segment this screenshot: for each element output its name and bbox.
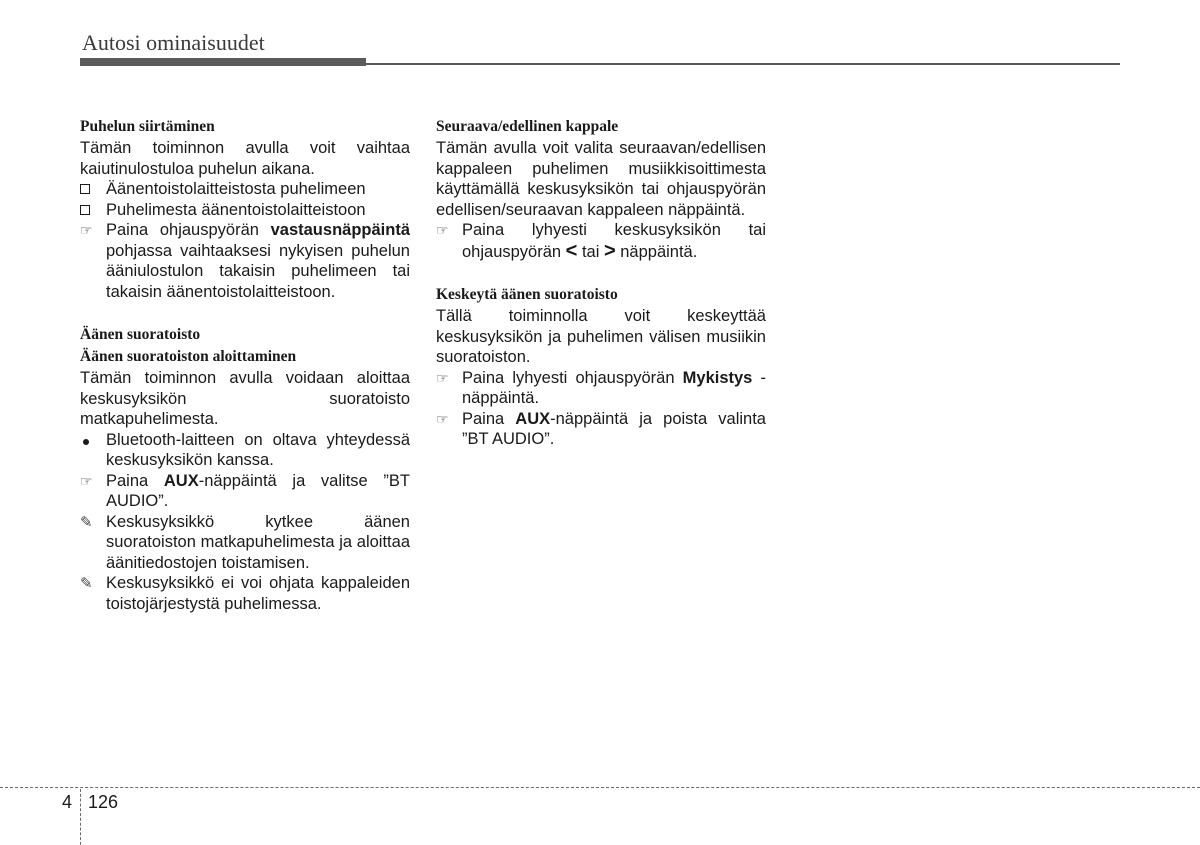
list-item bbox=[80, 200, 410, 221]
instruction-step bbox=[436, 409, 766, 450]
pointing-hand-icon: ☞ bbox=[436, 369, 449, 386]
step-key-name: vastausnäppäintä bbox=[270, 221, 410, 239]
pencil-note-icon: ✎ bbox=[80, 513, 93, 531]
list-item-text: Bluetooth-laitteen on oltava yhteydessä keskusyksikön kanssa. bbox=[106, 430, 410, 469]
instruction-step bbox=[80, 471, 410, 512]
header-bar bbox=[80, 58, 366, 66]
section-heading-pause-streaming: Keskeytä äänen suoratoisto bbox=[436, 286, 618, 303]
step-text: Paina lyhyesti ohjauspyörän bbox=[462, 368, 683, 387]
footer-divider bbox=[80, 789, 81, 845]
square-checkbox-icon bbox=[80, 184, 90, 194]
step-key-name: Mykistys bbox=[682, 368, 753, 387]
note-text: Keskusyksikkö kytkee äänen suoratoiston matkapuhelimesta ja aloittaa äänitiedostojen toistamisen. bbox=[106, 512, 410, 572]
step-text: -näppäintä ja poista valinta ”BT AUDIO”. bbox=[462, 409, 766, 448]
paragraph: Tämän toiminnon avulla voit vaihtaa kaiutinulostuloa puhelun aikana. bbox=[80, 139, 410, 178]
step-text: tai bbox=[577, 242, 604, 261]
header-title: Autosi ominaisuudet bbox=[82, 30, 265, 55]
instruction-step bbox=[436, 220, 766, 262]
list-item-text: Puhelimesta äänentoistolaitteistoon bbox=[106, 200, 366, 219]
list-item-text: Äänentoistolaitteistosta puhelimeen bbox=[106, 180, 366, 198]
note-text: Keskusyksikkö ei voi ohjata kappaleiden toistojärjestystä puhelimessa. bbox=[106, 574, 410, 613]
step-text: Paina lyhyesti keskusyksikön tai ohjauspyörän bbox=[462, 221, 766, 261]
chapter-number: 4 bbox=[62, 792, 73, 812]
section-heading-next-prev-track: Seuraava/edellinen kappale bbox=[436, 118, 619, 135]
step-text: Paina bbox=[106, 471, 164, 490]
step-text: pohjassa vaihtaaksesi nykyisen puhelun ääniulostulon takaisin puhelimeen tai takaisin äänentoistolaitteistoon. bbox=[106, 241, 410, 301]
section-heading-call-transfer: Puhelun siirtäminen bbox=[80, 118, 215, 135]
step-text: -näppäintä. bbox=[462, 368, 766, 407]
note-item bbox=[80, 512, 410, 574]
step-text: näppäintä. bbox=[615, 242, 698, 261]
paragraph: Tämän avulla voit valita seuraavan/edellisen kappaleen puhelimen musiikkisoittimesta käyttämällä keskusyksikön tai ohjauspyörän edellisen/seuraavan kappaleen näppäintä. bbox=[436, 139, 766, 219]
step-key-name: AUX bbox=[163, 471, 199, 490]
list-item bbox=[80, 179, 410, 200]
footer-rule bbox=[0, 787, 1200, 788]
step-text: Paina bbox=[462, 409, 516, 428]
subheading-start-streaming: Äänen suoratoiston aloittaminen bbox=[80, 348, 297, 365]
page-number: 126 bbox=[88, 792, 119, 812]
paragraph: Tämän toiminnon avulla voidaan aloittaa keskusyksikön suoratoisto matkapuhelimesta. bbox=[80, 369, 410, 428]
pointing-hand-icon: ☞ bbox=[80, 222, 93, 238]
pointing-hand-icon: ☞ bbox=[436, 410, 449, 427]
bullet-icon bbox=[83, 439, 89, 445]
step-text: -näppäintä ja valitse ”BT AUDIO”. bbox=[106, 471, 410, 510]
left-column bbox=[80, 116, 410, 614]
right-column bbox=[436, 116, 766, 450]
step-text: Paina ohjauspyörän bbox=[106, 221, 271, 239]
list-item bbox=[80, 430, 410, 471]
chevron-left-icon: < bbox=[565, 239, 578, 262]
step-key-name: AUX bbox=[515, 409, 551, 428]
chevron-right-icon: > bbox=[603, 239, 616, 262]
pointing-hand-icon: ☞ bbox=[80, 472, 93, 489]
square-checkbox-icon bbox=[80, 205, 90, 215]
instruction-step bbox=[436, 368, 766, 409]
section-heading-audio-streaming: Äänen suoratoisto bbox=[80, 326, 201, 343]
header-rule bbox=[366, 63, 1120, 65]
paragraph: Tällä toiminnolla voit keskeyttää keskusyksikön ja puhelimen välisen musiikin suoratoiston. bbox=[436, 307, 766, 366]
pencil-note-icon: ✎ bbox=[80, 575, 93, 592]
pointing-hand-icon: ☞ bbox=[436, 222, 449, 238]
note-item bbox=[80, 573, 410, 614]
instruction-step bbox=[80, 220, 410, 302]
